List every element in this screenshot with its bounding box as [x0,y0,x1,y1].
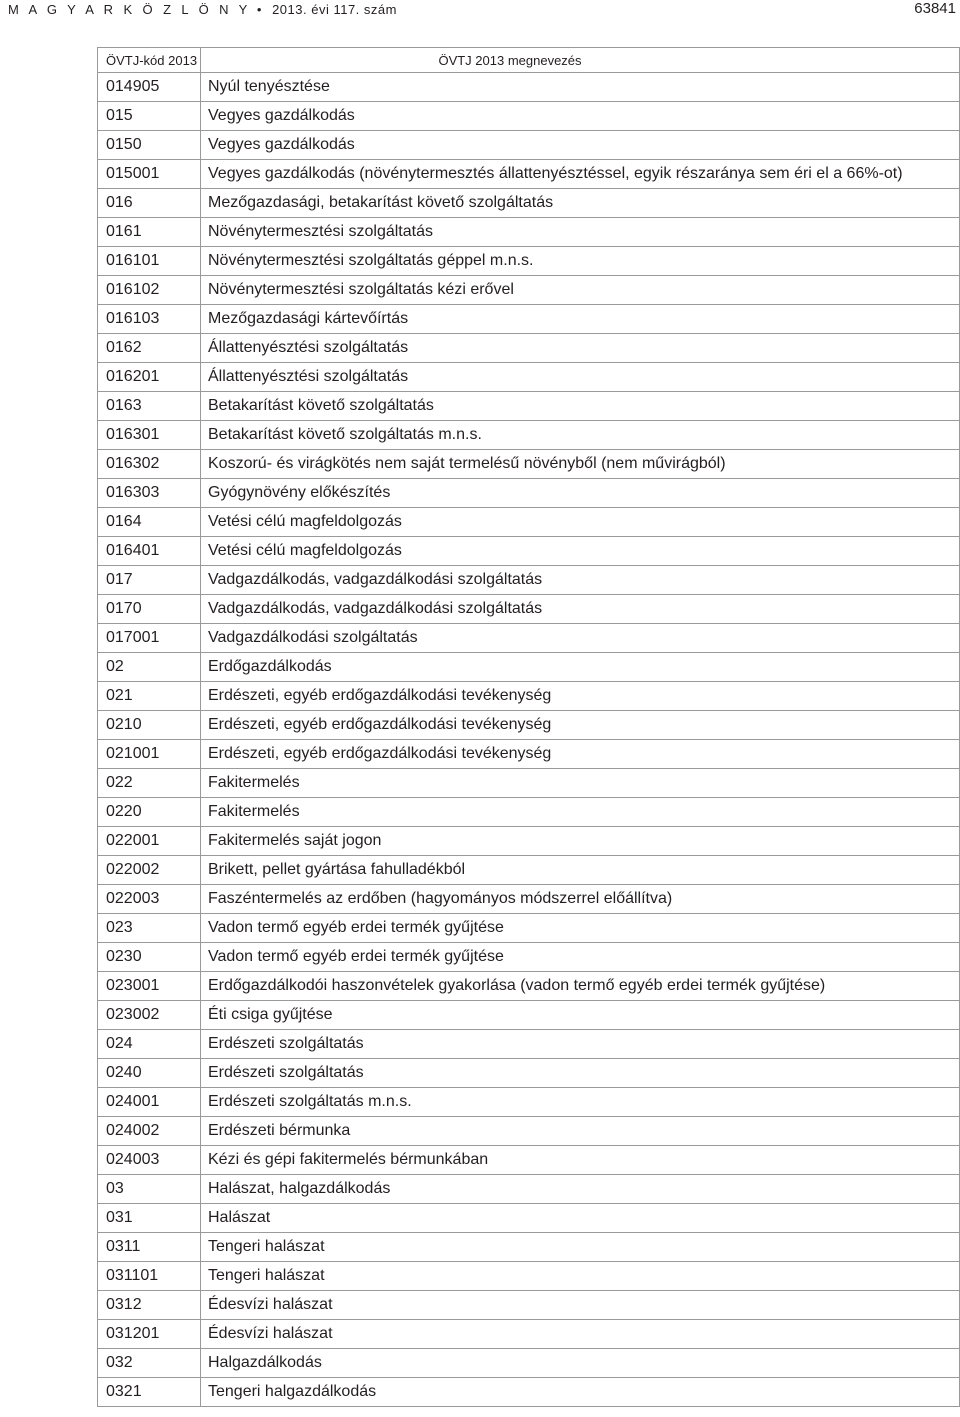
table-row [98,798,960,827]
table-row [98,131,960,160]
cell-code: 0161 [98,218,201,247]
table-row [98,189,960,218]
cell-code: 024002 [98,1117,201,1146]
table-body [98,73,960,1407]
table-row [98,595,960,624]
table-row [98,479,960,508]
table-row [98,218,960,247]
table-header-row [98,48,960,73]
table-row [98,450,960,479]
cell-code: 016101 [98,247,201,276]
table-row [98,856,960,885]
table-row [98,102,960,131]
table-row [98,1204,960,1233]
header-bullet: • [256,2,262,17]
cell-code: 016103 [98,305,201,334]
table-row [98,247,960,276]
table-row [98,885,960,914]
cell-code: 016201 [98,363,201,392]
cell-code: 0164 [98,508,201,537]
cell-code: 022 [98,769,201,798]
cell-name: Vadgazdálkodás, vadgazdálkodási szolgáltatás [201,595,960,624]
cell-name: Erdészeti, egyéb erdőgazdálkodási tevékenység [201,740,960,769]
table-row [98,653,960,682]
cell-code: 014905 [98,73,201,102]
cell-code: 0163 [98,392,201,421]
column-header-name: ÖVTJ 2013 megnevezés [201,48,960,73]
ovtj-code-table [97,47,960,1407]
table-row [98,1030,960,1059]
cell-code: 032 [98,1349,201,1378]
cell-code: 017 [98,566,201,595]
cell-code: 0150 [98,131,201,160]
cell-name: Koszorú- és virágkötés nem saját termelésű növényből (nem művirágból) [201,450,960,479]
cell-code: 024003 [98,1146,201,1175]
cell-name: Erdészeti szolgáltatás [201,1059,960,1088]
cell-name: Vadon termő egyéb erdei termék gyűjtése [201,914,960,943]
cell-code: 023001 [98,972,201,1001]
cell-code: 0311 [98,1233,201,1262]
cell-code: 015 [98,102,201,131]
publication-title: M A G Y A R K Ö Z L Ö N Y [8,2,251,17]
cell-name: Mezőgazdasági, betakarítást követő szolgáltatás [201,189,960,218]
cell-name: Éti csiga gyűjtése [201,1001,960,1030]
table-row [98,1117,960,1146]
cell-code: 0321 [98,1378,201,1407]
cell-name: Kézi és gépi fakitermelés bérmunkában [201,1146,960,1175]
cell-name: Fakitermelés saját jogon [201,827,960,856]
cell-code: 0240 [98,1059,201,1088]
table-row [98,421,960,450]
table-row [98,363,960,392]
cell-name: Mezőgazdasági kártevőírtás [201,305,960,334]
cell-code: 024 [98,1030,201,1059]
cell-code: 015001 [98,160,201,189]
page-number: 63841 [914,0,956,17]
table-row [98,334,960,363]
cell-name: Erdészeti bérmunka [201,1117,960,1146]
cell-code: 022003 [98,885,201,914]
table-row [98,305,960,334]
cell-name: Vegyes gazdálkodás (növénytermesztés állattenyésztéssel, egyik részaránya sem éri el a 66%-ot) [201,160,960,189]
cell-name: Fakitermelés [201,798,960,827]
cell-name: Növénytermesztési szolgáltatás [201,218,960,247]
issue-label: 2013. évi 117. szám [272,2,397,17]
cell-name: Erdészeti, egyéb erdőgazdálkodási tevékenység [201,682,960,711]
table-row [98,1320,960,1349]
cell-code: 016301 [98,421,201,450]
cell-code: 03 [98,1175,201,1204]
cell-name: Tengeri halászat [201,1262,960,1291]
cell-code: 021 [98,682,201,711]
cell-code: 016302 [98,450,201,479]
table-row [98,1175,960,1204]
table-row [98,914,960,943]
cell-name: Növénytermesztési szolgáltatás géppel m.n.s. [201,247,960,276]
table-row [98,624,960,653]
table-row [98,827,960,856]
table-row [98,1349,960,1378]
cell-name: Vegyes gazdálkodás [201,131,960,160]
cell-code: 0170 [98,595,201,624]
page-header [0,0,960,30]
cell-code: 0162 [98,334,201,363]
table-row [98,276,960,305]
table-row [98,537,960,566]
cell-name: Állattenyésztési szolgáltatás [201,334,960,363]
cell-name: Brikett, pellet gyártása fahulladékból [201,856,960,885]
cell-code: 016 [98,189,201,218]
cell-name: Fakitermelés [201,769,960,798]
table-row [98,769,960,798]
cell-code: 017001 [98,624,201,653]
header-publication-line [8,2,397,17]
table-row [98,740,960,769]
table-row [98,1291,960,1320]
cell-name: Vetési célú magfeldolgozás [201,537,960,566]
cell-name: Erdészeti szolgáltatás [201,1030,960,1059]
cell-code: 016401 [98,537,201,566]
cell-code: 016102 [98,276,201,305]
cell-name: Halászat, halgazdálkodás [201,1175,960,1204]
table-row [98,1378,960,1407]
cell-name: Édesvízi halászat [201,1320,960,1349]
cell-name: Tengeri halgazdálkodás [201,1378,960,1407]
table-row [98,566,960,595]
cell-name: Vetési célú magfeldolgozás [201,508,960,537]
cell-code: 022001 [98,827,201,856]
table-row [98,1146,960,1175]
cell-code: 031201 [98,1320,201,1349]
cell-name: Állattenyésztési szolgáltatás [201,363,960,392]
table-row [98,1262,960,1291]
table-row [98,711,960,740]
table-row [98,1001,960,1030]
table-row [98,943,960,972]
cell-code: 0220 [98,798,201,827]
cell-code: 031101 [98,1262,201,1291]
table-row [98,682,960,711]
cell-name: Erdőgazdálkodói haszonvételek gyakorlása (vadon termő egyéb erdei termék gyűjtése) [201,972,960,1001]
cell-name: Növénytermesztési szolgáltatás kézi erővel [201,276,960,305]
cell-name: Vadon termő egyéb erdei termék gyűjtése [201,943,960,972]
cell-name: Halászat [201,1204,960,1233]
cell-name: Édesvízi halászat [201,1291,960,1320]
table-row [98,1059,960,1088]
cell-name: Betakarítást követő szolgáltatás m.n.s. [201,421,960,450]
table-row [98,160,960,189]
cell-code: 02 [98,653,201,682]
cell-code: 023002 [98,1001,201,1030]
table-row [98,1233,960,1262]
cell-code: 022002 [98,856,201,885]
cell-code: 0312 [98,1291,201,1320]
cell-name: Betakarítást követő szolgáltatás [201,392,960,421]
column-header-code: ÖVTJ-kód 2013 [98,48,201,73]
cell-name: Erdészeti, egyéb erdőgazdálkodási tevékenység [201,711,960,740]
cell-code: 0230 [98,943,201,972]
cell-name: Vadgazdálkodási szolgáltatás [201,624,960,653]
cell-name: Vegyes gazdálkodás [201,102,960,131]
cell-name: Erdészeti szolgáltatás m.n.s. [201,1088,960,1117]
cell-code: 016303 [98,479,201,508]
cell-name: Vadgazdálkodás, vadgazdálkodási szolgáltatás [201,566,960,595]
table-row [98,972,960,1001]
table-row [98,508,960,537]
cell-code: 0210 [98,711,201,740]
cell-code: 031 [98,1204,201,1233]
table-row [98,392,960,421]
cell-name: Gyógynövény előkészítés [201,479,960,508]
table-row [98,1088,960,1117]
cell-code: 023 [98,914,201,943]
cell-code: 021001 [98,740,201,769]
cell-name: Faszéntermelés az erdőben (hagyományos módszerrel előállítva) [201,885,960,914]
cell-code: 024001 [98,1088,201,1117]
cell-name: Nyúl tenyésztése [201,73,960,102]
cell-name: Halgazdálkodás [201,1349,960,1378]
table-row [98,73,960,102]
cell-name: Erdőgazdálkodás [201,653,960,682]
cell-name: Tengeri halászat [201,1233,960,1262]
